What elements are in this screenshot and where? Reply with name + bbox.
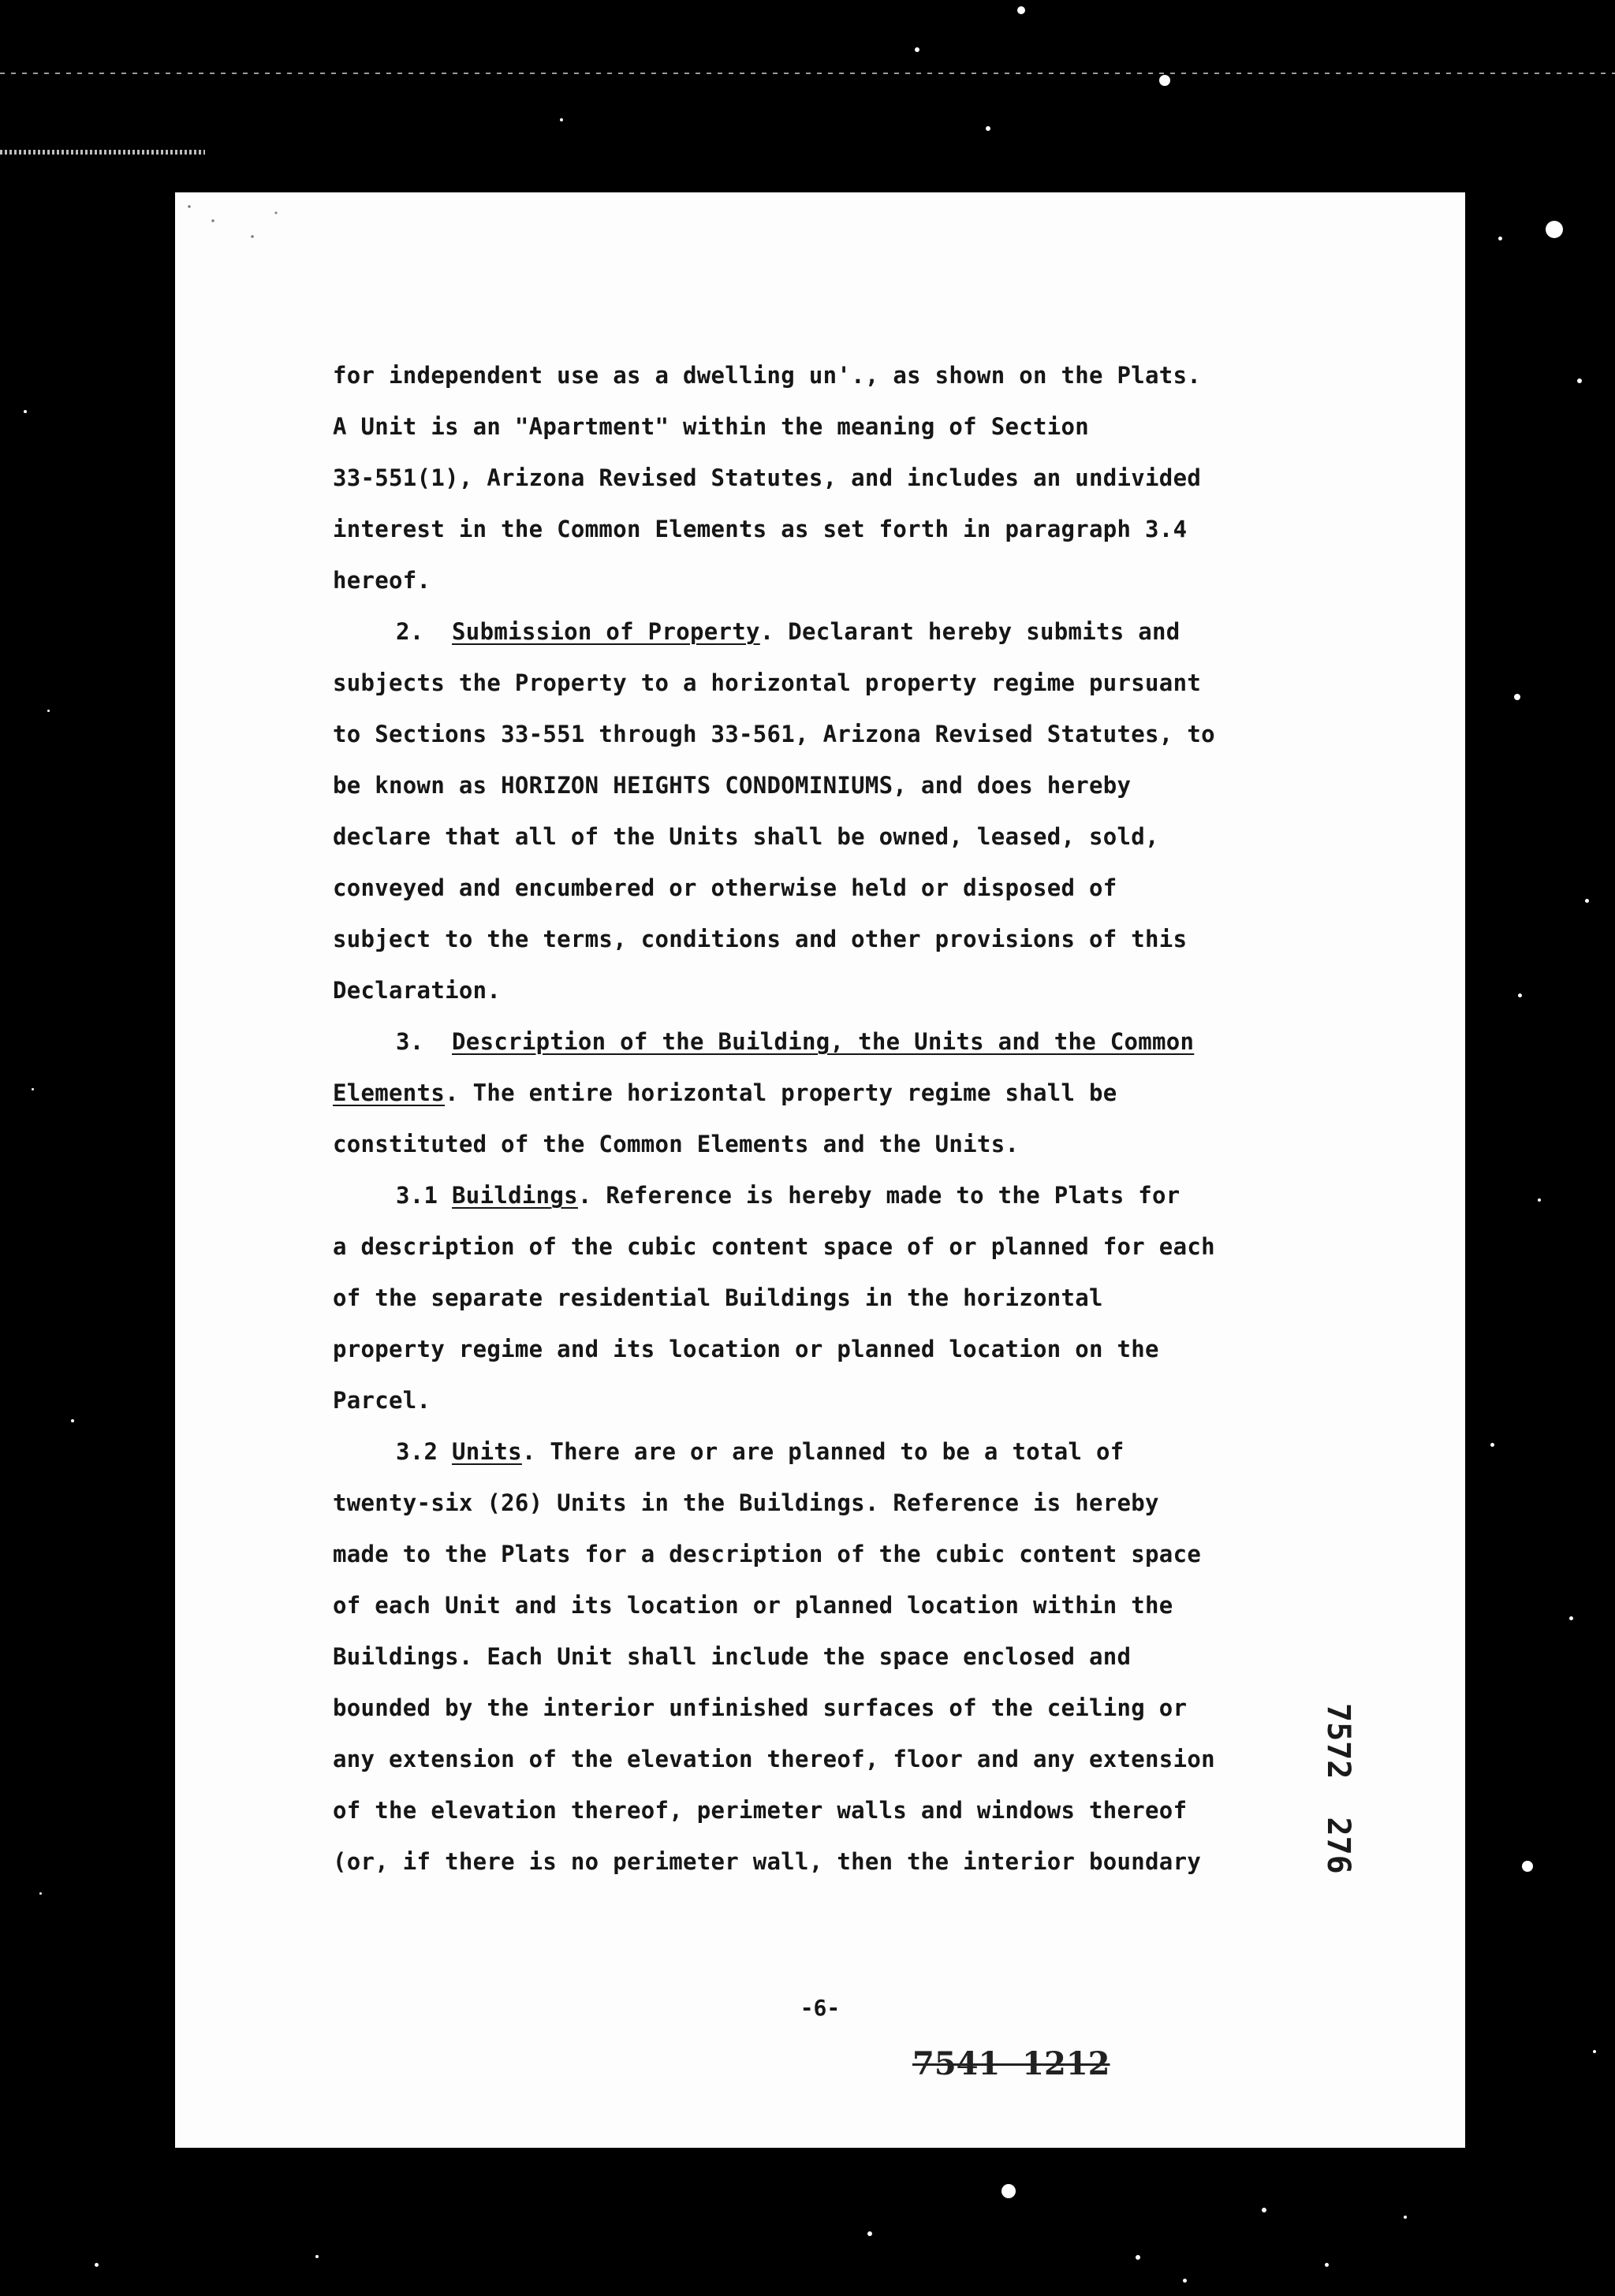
text-line xyxy=(333,1068,1358,1119)
scan-speck xyxy=(1538,1198,1541,1202)
text-line xyxy=(333,1221,1358,1273)
text-segment: 3.1 xyxy=(396,1182,453,1209)
text-line xyxy=(333,350,1358,401)
text-segment: . Declarant hereby submits and xyxy=(759,618,1180,645)
text-segment: of each Unit and its location or planned location within the xyxy=(333,1592,1173,1619)
text-line xyxy=(333,811,1358,863)
scan-speck xyxy=(1017,6,1025,14)
text-line xyxy=(333,914,1358,965)
scan-speck xyxy=(1325,2263,1329,2267)
scan-speck xyxy=(47,710,50,712)
scan-speck xyxy=(1522,1861,1533,1872)
scan-speck xyxy=(1183,2279,1187,2283)
scan-speck xyxy=(1498,237,1502,240)
scan-speck xyxy=(95,2263,99,2267)
text-segment: be known as HORIZON HEIGHTS CONDOMINIUMS, and does hereby xyxy=(333,772,1132,799)
text-line xyxy=(333,863,1358,914)
scan-speck xyxy=(1001,2184,1016,2198)
scan-speck xyxy=(71,1419,74,1422)
text-segment: Buildings. Each Unit shall include the space enclosed and xyxy=(333,1643,1132,1670)
text-line xyxy=(333,504,1358,555)
scan-speck xyxy=(1577,378,1582,383)
scan-speck xyxy=(32,1088,34,1090)
text-segment: A Unit is an "Apartment" within the meaning of Section xyxy=(333,413,1090,440)
text-line xyxy=(333,1529,1358,1580)
text-line xyxy=(333,1580,1358,1631)
scan-speck xyxy=(1585,899,1589,903)
text-segment: . There are or are planned to be a total of xyxy=(521,1438,1125,1465)
text-line xyxy=(333,1273,1358,1324)
text-line xyxy=(333,1785,1358,1836)
scan-speck xyxy=(1159,75,1170,86)
text-line xyxy=(333,1478,1358,1529)
scan-speck xyxy=(986,126,990,131)
scan-speck xyxy=(315,2255,319,2258)
text-segment: 33-551(1), Arizona Revised Statutes, and includes an undivided xyxy=(333,464,1202,491)
text-line xyxy=(333,1170,1358,1221)
text-line xyxy=(333,709,1358,760)
text-segment: of the separate residential Buildings in the horizontal xyxy=(333,1284,1103,1311)
scan-speck xyxy=(1490,1443,1494,1447)
scan-speck xyxy=(1514,694,1520,700)
text-segment: subjects the Property to a horizontal property regime pursuant xyxy=(333,669,1202,696)
scan-edge-noise xyxy=(0,150,205,155)
scan-speck xyxy=(1593,2050,1596,2053)
recorder-number xyxy=(912,2045,1110,2082)
text-line xyxy=(333,401,1358,453)
scan-top-rule xyxy=(0,73,1615,74)
text-segment: any extension of the elevation thereof, floor and any extension xyxy=(333,1746,1215,1772)
scan-speck xyxy=(1262,2208,1266,2212)
text-segment: constituted of the Common Elements and the Units. xyxy=(333,1131,1020,1157)
text-segment: a description of the cubic content space of or planned for each xyxy=(333,1233,1215,1260)
text-segment: made to the Plats for a description of the cubic content space xyxy=(333,1541,1202,1567)
text-segment: (or, if there is no perimeter wall, then the interior boundary xyxy=(333,1848,1202,1875)
text-segment: 3. xyxy=(396,1028,453,1055)
document-page xyxy=(175,192,1465,2148)
scan-speck xyxy=(1136,2255,1140,2260)
scan-speck xyxy=(915,47,919,52)
text-line xyxy=(333,1375,1358,1426)
underlined-heading: Units xyxy=(452,1438,522,1465)
scan-speck xyxy=(1569,1616,1573,1620)
page-number: -6- xyxy=(800,1995,841,2021)
text-segment: interest in the Common Elements as set forth in paragraph 3.4 xyxy=(333,516,1188,542)
text-segment: hereof. xyxy=(333,567,431,594)
scan-speck xyxy=(1404,2216,1407,2219)
text-segment: bounded by the interior unfinished surfaces of the ceiling or xyxy=(333,1694,1188,1721)
scan-speck xyxy=(560,118,563,121)
underlined-heading: Description of the Building, the Units and the Common xyxy=(452,1028,1195,1055)
text-segment: property regime and its location or planned location on the xyxy=(333,1336,1159,1362)
text-segment: conveyed and encumbered or otherwise held or disposed of xyxy=(333,874,1117,901)
page-corner-noise xyxy=(181,197,300,260)
text-line xyxy=(333,965,1358,1016)
text-segment: subject to the terms, conditions and other provisions of this xyxy=(333,926,1188,952)
text-line xyxy=(333,453,1358,504)
underlined-heading: Submission of Property xyxy=(452,618,760,645)
text-segment: Parcel. xyxy=(333,1387,431,1414)
document-body xyxy=(333,350,1358,1888)
underlined-heading: Elements xyxy=(333,1079,446,1106)
text-line xyxy=(333,1119,1358,1170)
side-recording-stamp: 7572 276 xyxy=(1320,1703,1356,1874)
text-line xyxy=(333,555,1358,606)
text-line xyxy=(333,1734,1358,1785)
text-segment: Declaration. xyxy=(333,977,502,1004)
underlined-heading: Buildings xyxy=(452,1182,578,1209)
scan-speck xyxy=(867,2231,872,2236)
text-line xyxy=(333,1426,1358,1478)
recorder-number-text: 7541 1212 xyxy=(912,2045,1110,2082)
text-line xyxy=(333,1836,1358,1888)
text-line xyxy=(333,658,1358,709)
text-line xyxy=(333,760,1358,811)
text-line xyxy=(333,1016,1358,1068)
text-segment: 2. xyxy=(396,618,453,645)
text-segment: . Reference is hereby made to the Plats for xyxy=(577,1182,1180,1209)
scan-speck xyxy=(1518,993,1522,997)
text-line xyxy=(333,1324,1358,1375)
text-line xyxy=(333,1683,1358,1734)
text-segment: 3.2 xyxy=(396,1438,453,1465)
text-segment: of the elevation thereof, perimeter walls and windows thereof xyxy=(333,1797,1188,1824)
scan-speck xyxy=(39,1892,42,1895)
text-segment: . The entire horizontal property regime shall be xyxy=(445,1079,1117,1106)
scan-speck xyxy=(24,410,27,413)
text-segment: for independent use as a dwelling un'., as shown on the Plats. xyxy=(333,362,1202,389)
text-segment: to Sections 33-551 through 33-561, Arizona Revised Statutes, to xyxy=(333,721,1215,747)
text-segment: declare that all of the Units shall be owned, leased, sold, xyxy=(333,823,1159,850)
text-line xyxy=(333,1631,1358,1683)
scan-speck xyxy=(1546,221,1563,238)
text-segment: twenty-six (26) Units in the Buildings. Reference is hereby xyxy=(333,1489,1159,1516)
text-line xyxy=(333,606,1358,658)
